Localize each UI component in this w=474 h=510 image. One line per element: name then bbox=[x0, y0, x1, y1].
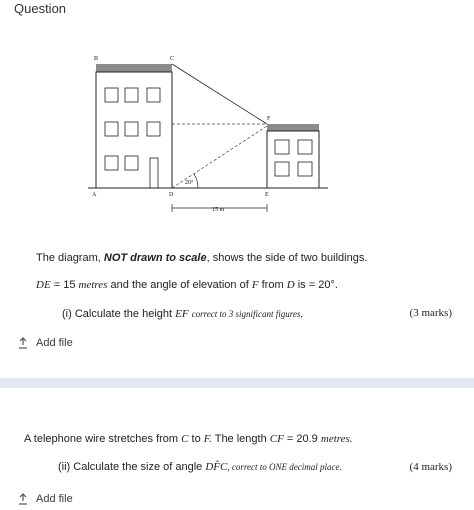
q1-var-de: DE bbox=[36, 279, 51, 291]
tall-building-roof bbox=[96, 64, 172, 72]
q1-part-label: (i) Calculate the height bbox=[62, 308, 173, 320]
elevation-line bbox=[172, 126, 267, 188]
q1-equals: = bbox=[53, 279, 61, 291]
upload-icon bbox=[18, 337, 28, 349]
q2-part-var: DF̂C bbox=[205, 461, 228, 473]
q2-length-text: The length bbox=[214, 433, 267, 445]
label-angle: 20° bbox=[185, 180, 194, 186]
short-building bbox=[267, 131, 319, 188]
question-divider bbox=[0, 378, 474, 388]
q2-length-value: 20.9 bbox=[296, 433, 318, 445]
q1-var-f: F bbox=[251, 279, 259, 291]
question2-marks: (4 marks) bbox=[409, 461, 452, 473]
q1-var-d: D bbox=[286, 279, 295, 291]
q1-rest: and the angle of elevation of bbox=[110, 279, 249, 291]
question2-part bbox=[58, 461, 342, 473]
label-distance: 15 m bbox=[212, 207, 225, 213]
q1-intro-emphasis: NOT drawn to scale bbox=[103, 252, 207, 264]
diagram-svg bbox=[70, 48, 360, 218]
q2-var-cf: CF bbox=[269, 433, 284, 445]
q2-var-c: C bbox=[181, 433, 189, 445]
q2-length-units: metres. bbox=[320, 433, 353, 445]
q1-intro-start: The diagram, bbox=[36, 252, 101, 264]
add-file-button-1[interactable] bbox=[18, 337, 73, 349]
q2-var-f: F. bbox=[203, 433, 212, 445]
angle-arc bbox=[194, 174, 198, 188]
question2-intro bbox=[24, 433, 353, 445]
label-a: A bbox=[92, 192, 97, 198]
tall-building bbox=[96, 72, 172, 188]
q1-intro-end: shows the side of two buildings. bbox=[212, 252, 368, 264]
q1-from: from bbox=[261, 279, 284, 291]
label-d: D bbox=[169, 192, 174, 198]
q2-part-label: (ii) Calculate the size of angle bbox=[58, 461, 203, 473]
add-file-label: Add file bbox=[36, 493, 73, 505]
q1-value: 15 bbox=[63, 279, 76, 291]
question1-intro: The diagram, NOT drawn to scale, shows the side of two buildings. bbox=[36, 252, 368, 264]
buildings-diagram bbox=[70, 48, 360, 218]
q1-is: is = bbox=[297, 279, 316, 291]
q2-part-instruction: , correct to ONE decimal place. bbox=[227, 462, 342, 472]
label-c: C bbox=[170, 56, 175, 62]
question1-marks: (3 marks) bbox=[409, 307, 452, 319]
label-e: E bbox=[265, 192, 269, 198]
q1-angle: 20°. bbox=[318, 279, 338, 291]
question1-part bbox=[62, 308, 303, 320]
q2-intro-start: A telephone wire stretches from bbox=[24, 433, 179, 445]
q1-part-instruction: correct to 3 significant figures, bbox=[191, 309, 303, 319]
question-header: Question bbox=[14, 1, 67, 16]
q1-part-var: EF bbox=[175, 308, 189, 320]
label-b: B bbox=[94, 56, 99, 62]
question1-given bbox=[36, 279, 338, 291]
short-building-roof bbox=[267, 124, 319, 131]
upload-icon bbox=[18, 493, 28, 505]
q2-to: to bbox=[191, 433, 201, 445]
label-f: F bbox=[267, 116, 271, 122]
add-file-button-2[interactable] bbox=[18, 493, 73, 505]
wire-cf bbox=[172, 64, 267, 124]
q2-equals: = bbox=[286, 433, 294, 445]
add-file-label: Add file bbox=[36, 337, 73, 349]
q1-units: metres bbox=[78, 279, 108, 291]
